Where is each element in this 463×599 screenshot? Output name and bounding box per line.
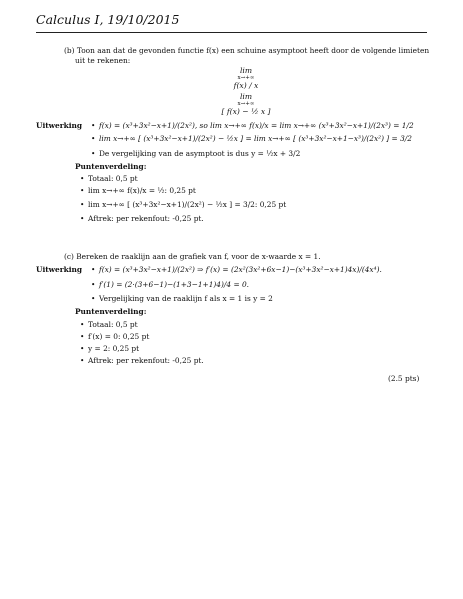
- display-limit-2-lim: lim: [239, 92, 253, 101]
- part-c-points-1: • Totaal: 0,5 pt: [88, 320, 138, 329]
- part-c-points-3: • y = 2: 0,25 pt: [88, 344, 139, 353]
- part-b-points-3: • lim x→+∞ [ (x³+3x²−x+1)/(2x²) − ½x ] = 3/2: 0,25 pt: [88, 200, 286, 209]
- display-limit-1-expr: f(x) / x: [233, 81, 259, 90]
- part-b-question-line2: uit te rekenen:: [75, 56, 131, 65]
- display-limit-2-sub: x→+∞: [237, 101, 255, 107]
- part-b-punten-label: Puntenverdeling:: [75, 162, 147, 171]
- part-b-question-line1: (b) Toon aan dat de gevonden functie f(x) een schuine asymptoot heeft door de volgende limieten: [64, 46, 430, 55]
- part-c-solution-2: • f′(1) = (2·(3+6−1)−(1+3−1+1)4)/4 = 0.: [99, 280, 249, 289]
- part-c-points-2: • f′(x) = 0: 0,25 pt: [88, 332, 149, 341]
- part-b-solution-3: • De vergelijking van de asymptoot is dus y = ½x + 3/2: [99, 149, 300, 158]
- footer-points: (2.5 pts): [388, 374, 420, 383]
- header-rule: [36, 32, 427, 33]
- display-limit-1-sub: x→+∞: [237, 75, 255, 81]
- part-b-solution-2: • lim x→+∞ [ (x³+3x²−x+1)/(2x²) − ½x ] = lim x→+∞ [ (x³+3x²−x+1−x³)/(2x²) ] = 3/2: [99, 134, 412, 143]
- part-b-solution-1: • f(x) = (x³+3x²−x+1)/(2x²), so lim x→+∞ f(x)/x = lim x→+∞ (x³+3x²−x+1)/(2x³) = 1/2: [99, 121, 414, 130]
- page-header-title: Calculus I, 19/10/2015: [36, 12, 180, 27]
- part-c-uitwerking-label: Uitwerking: [36, 265, 83, 274]
- part-b-points-1: • Totaal: 0,5 pt: [88, 174, 138, 183]
- part-c-question: (c) Bereken de raaklijn aan de grafiek van f, voor de x-waarde x = 1.: [64, 252, 321, 261]
- display-limit-2-expr: [ f(x) − ½ x ]: [221, 107, 271, 116]
- part-b-uitwerking-label: Uitwerking: [36, 121, 83, 130]
- part-b-points-2: • lim x→+∞ f(x)/x = ½: 0,25 pt: [88, 186, 196, 195]
- part-c-solution-3: • Vergelijking van de raaklijn f als x = 1 is y = 2: [99, 294, 273, 303]
- display-limit-1: [216, 66, 276, 90]
- part-b-points-4: • Aftrek: per rekenfout: -0,25 pt.: [88, 214, 204, 223]
- part-c-points-4: • Aftrek: per rekenfout: -0,25 pt.: [88, 356, 204, 365]
- part-c-punten-label: Puntenverdeling:: [75, 307, 147, 316]
- part-c-solution-1: • f(x) = (x³+3x²−x+1)/(2x²) ⇒ f′(x) = (2x²(3x²+6x−1)−(x³+3x²−x+1)4x)/(4x⁴).: [99, 265, 382, 274]
- display-limit-1-lim: lim: [239, 66, 253, 75]
- display-limit-2: [206, 92, 286, 116]
